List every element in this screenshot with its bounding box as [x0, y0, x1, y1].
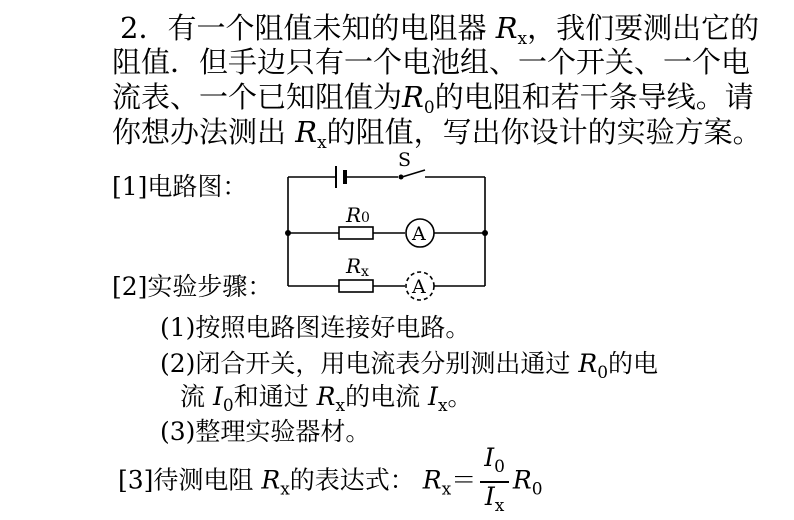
formula-equals: ＝ [451, 465, 477, 495]
step-text: 流 [180, 382, 206, 411]
steps-section-label: [2]实验步骤： [112, 272, 273, 301]
step-text: 和通过 [233, 382, 309, 411]
var-ix: I [428, 382, 438, 411]
fraction-numerator [480, 444, 509, 483]
junction-right [482, 230, 488, 236]
rx-label: R [346, 254, 362, 278]
junction-left [285, 230, 291, 236]
formula-rhs: R [512, 465, 532, 495]
var-rx: R [295, 115, 318, 149]
problem-text: 阻值．但手边只有一个电池组、一个开关、一个电 [112, 45, 751, 79]
ammeter-2-label: A [412, 276, 426, 298]
r0-label-sub: 0 [361, 210, 370, 226]
problem-text: 你想办法测出 [112, 115, 287, 149]
formula-row [118, 444, 543, 520]
switch-pivot [399, 175, 404, 180]
var-rx-sub: x [280, 479, 290, 500]
var-ix: I [484, 482, 495, 511]
rx-label-sub: x [361, 264, 369, 280]
problem-text: 流表、一个已知阻值为 [112, 80, 403, 114]
switch-blade [402, 170, 425, 177]
var-rx: R [495, 11, 518, 45]
switch-label: S [398, 149, 412, 171]
resistor-rx [339, 280, 373, 292]
var-i0: I [212, 382, 223, 411]
var-ix-sub: x [494, 496, 505, 516]
step-1: (1)按照电路图连接好电路。 [160, 313, 471, 342]
formula-lhs: R [422, 465, 442, 495]
var-rx-sub: x [317, 133, 327, 153]
formula-label: 的表达式： [289, 465, 415, 495]
problem-text: 的阻值，写出你设计的实验方案。 [326, 115, 762, 149]
var-r0-sub: 0 [597, 363, 609, 383]
var-i0-sub: 0 [222, 396, 234, 416]
var-ix-sub: x [437, 396, 448, 416]
problem-number: 2． [120, 11, 168, 45]
var-rx-sub: x [517, 29, 528, 49]
var-i0-sub: 0 [494, 457, 505, 477]
problem-text: ，我们要测出它的 [527, 11, 760, 45]
var-i0: I [484, 443, 495, 472]
var-r0-sub: 0 [423, 98, 435, 118]
step-text: 。 [447, 382, 473, 411]
formula-label: [3]待测电阻 [118, 465, 254, 495]
formula-rhs-sub: 0 [531, 479, 543, 500]
formula-fraction [480, 444, 509, 520]
problem-text: 有一个阻值未知的电阻器 [167, 11, 487, 45]
var-r0: R [402, 80, 424, 114]
step-2-line-2 [180, 382, 473, 421]
var-rx: R [261, 465, 281, 495]
var-rx-sub: x [335, 396, 346, 416]
step-text: 的电流 [345, 382, 421, 411]
var-r0: R [578, 349, 598, 378]
ammeter-1-label: A [412, 223, 426, 245]
var-rx: R [316, 382, 336, 411]
step-3: (3)整理实验器材。 [160, 417, 371, 446]
circuit-section-label: [1]电路图： [112, 172, 248, 201]
resistor-r0 [339, 227, 373, 239]
step-text: (2)闭合开关，用电流表分别测出通过 [160, 349, 571, 378]
step-text: 的电 [608, 349, 659, 378]
problem-text: 的电阻和若干条导线。请 [434, 80, 754, 114]
r0-label: R [346, 203, 362, 227]
fraction-denominator [480, 483, 509, 520]
formula-lhs-sub: x [441, 479, 452, 500]
